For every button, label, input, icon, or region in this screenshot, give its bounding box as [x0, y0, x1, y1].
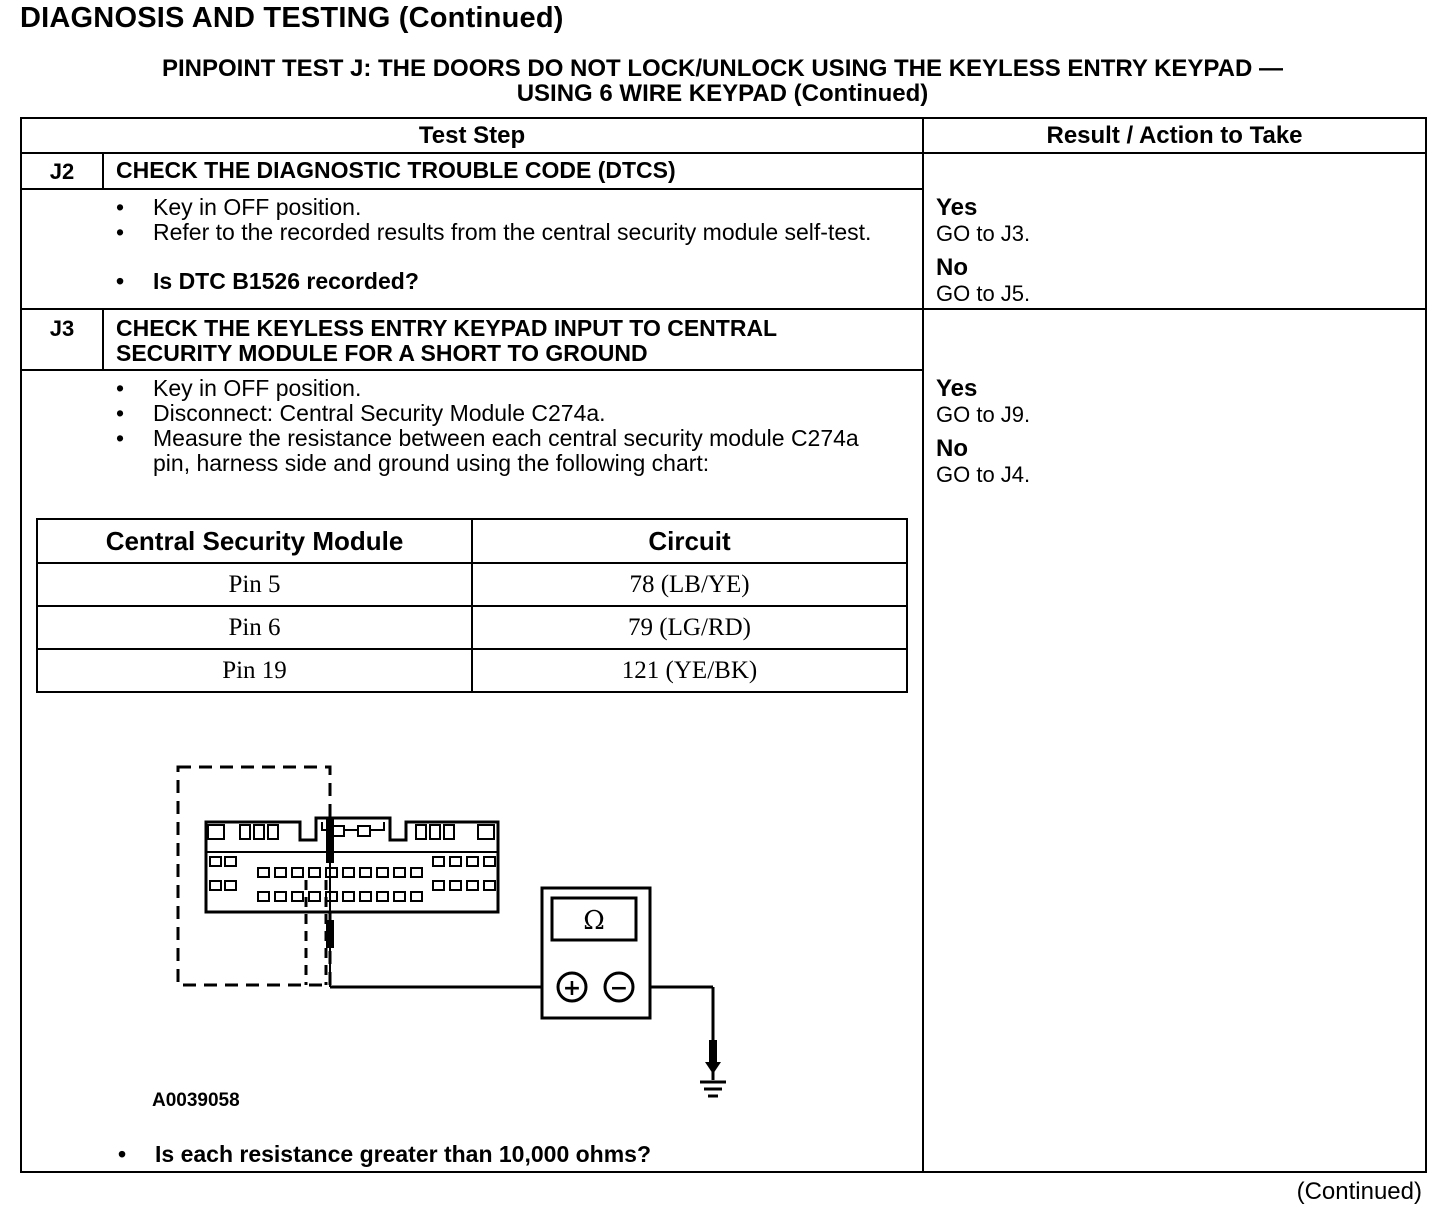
pin-cell: Pin 5: [37, 563, 472, 606]
circuit-cell: 121 (YE/BK): [472, 649, 907, 692]
j3-question: • Is each resistance greater than 10,000 ohms?: [118, 1141, 652, 1167]
bullet-dot: •: [118, 1141, 127, 1167]
continued-note: (Continued): [1296, 1178, 1422, 1205]
j3-bullet-1: • Key in OFF position.: [116, 375, 362, 401]
bullet-dot: •: [116, 400, 125, 426]
j3-bullet-3: • Measure the resistance between each central security module C274a pin, harness side and ground using the following chart:: [116, 425, 859, 476]
j2-bullet-1: • Key in OFF position.: [116, 194, 362, 220]
ground-icon: [700, 1040, 726, 1096]
bullet-dot: •: [116, 268, 125, 294]
j2-yes-action[interactable]: GO to J3.: [936, 221, 1031, 246]
ohm-symbol: Ω: [583, 906, 605, 936]
j3-no-label: No: [936, 435, 968, 462]
j2-bullet-3: • Is DTC B1526 recorded?: [116, 268, 419, 294]
plus-symbol: +: [562, 976, 582, 1001]
table-right-border: [1425, 117, 1427, 1173]
ohmmeter: [542, 888, 650, 1018]
j3-yes-label: Yes: [936, 375, 978, 402]
pin-cell: Pin 19: [37, 649, 472, 692]
minus-symbol: −: [609, 976, 629, 1001]
bullet-dot: •: [116, 425, 125, 451]
figure-code: A0039058: [152, 1090, 240, 1111]
header-test-step: Test Step: [418, 122, 526, 149]
step-heading-j2: CHECK THE DIAGNOSTIC TROUBLE CODE (DTCS): [116, 157, 676, 183]
bullet-dot: •: [116, 194, 125, 220]
j3-yes-action[interactable]: GO to J9.: [936, 402, 1031, 427]
circuit-cell: 78 (LB/YE): [472, 563, 907, 606]
test-title-line2: USING 6 WIRE KEYPAD (Continued): [516, 80, 929, 107]
j2-no-label: No: [936, 254, 968, 281]
j3-no-action[interactable]: GO to J4.: [936, 462, 1031, 487]
page-title: DIAGNOSIS AND TESTING (Continued): [20, 2, 564, 34]
step-id-j3: J3: [49, 316, 75, 341]
j2-bullet-2: • Refer to the recorded results from the central security module self-test.: [116, 219, 872, 245]
j2-yes-label: Yes: [936, 194, 978, 221]
j2-no-action[interactable]: GO to J5.: [936, 281, 1031, 306]
test-lead-wires: [330, 987, 713, 1080]
step-heading-j3: CHECK THE KEYLESS ENTRY KEYPAD INPUT TO CENTRAL SECURITY MODULE FOR A SHORT TO GROUND: [116, 315, 778, 366]
pin-cell: Pin 6: [37, 606, 472, 649]
circuit-cell: 79 (LG/RD): [472, 606, 907, 649]
j3-bullet-2: • Disconnect: Central Security Module C274a.: [116, 400, 606, 426]
header-result: Result / Action to Take: [1046, 122, 1303, 149]
bullet-dot: •: [116, 375, 125, 401]
pin-table-header-circuit: Circuit: [472, 519, 907, 563]
step-id-j2: J2: [49, 159, 75, 184]
bullet-dot: •: [116, 219, 125, 245]
pin-table-header-module: Central Security Module: [37, 519, 472, 563]
test-title-line1: PINPOINT TEST J: THE DOORS DO NOT LOCK/UNLOCK USING THE KEYLESS ENTRY KEYPAD —: [162, 55, 1283, 82]
